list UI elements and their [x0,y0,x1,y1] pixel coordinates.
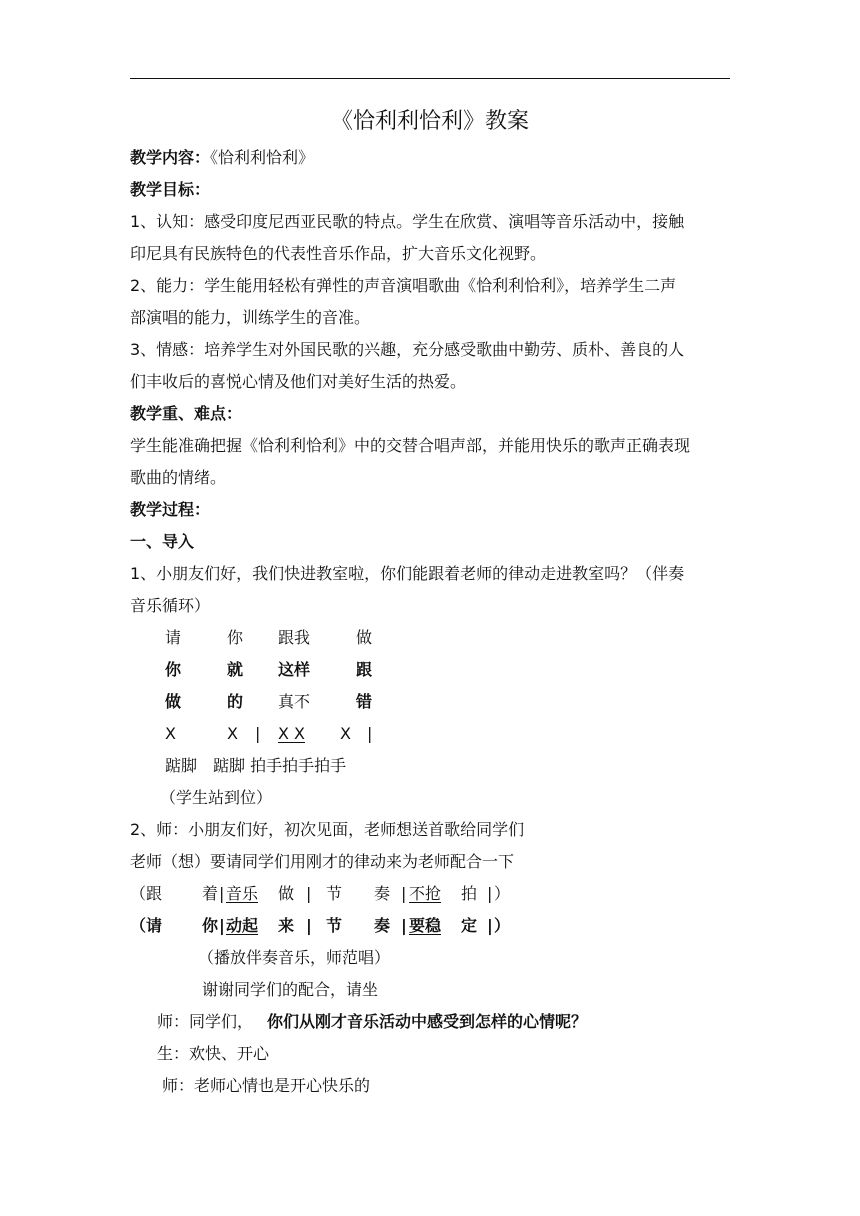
call-cell: 节 [326,884,343,903]
rhythm-actions: 踮脚 踮脚 拍手拍手拍手 [165,756,347,775]
call-cell: 奏 [374,884,391,903]
call-cell-underlined: 不抢 [409,884,442,903]
objectives-heading: 教学目标： [130,180,211,199]
rhythm-cell: 的 [227,692,244,711]
keypoints-line-2: 歌曲的情绪。 [130,468,227,487]
answer-cell: 奏 [374,916,391,935]
objective-emotion-line-1: 3、情感：培养学生对外国民歌的兴趣，充分感受歌曲中勤劳、质朴、善良的人 [130,340,685,359]
rhythm-cell: 做 [165,692,182,711]
process-heading: 教学过程： [130,500,211,519]
page-title: 《恰利利恰利》教案 [330,109,529,134]
rhythm-beat: X [165,724,176,743]
teacher-question-line [157,1011,587,1033]
objective-ability-line-2: 部演唱的能力，训练学生的音准。 [130,308,371,327]
step2-line-1: 2、师：小朋友们好，初次见面，老师想送首歌给同学们 [130,820,525,839]
answer-cell: ） [494,916,511,935]
teacher-question-label: 师：同学们， [157,1012,254,1031]
step1-line-1: 1、小朋友们好，我们快进教室啦，你们能跟着老师的律动走进教室吗？（伴奏 [130,564,685,583]
bar-line: | [367,724,373,743]
rhythm-cell: 你 [165,660,182,679]
call-cell: 做 [278,884,295,903]
answer-cell: （请 [130,916,163,935]
content-line [130,147,730,169]
rhythm-cell: 就 [227,660,244,679]
rhythm-cell: 错 [356,692,373,711]
rhythm-note: （学生站到位） [160,788,273,807]
stage-note: （播放伴奏音乐，师范唱） [198,948,391,967]
call-cell-underlined: 音乐 [226,884,259,903]
answer-cell-underlined: 要稳 [409,916,442,935]
answer-cell: 节 [326,916,343,935]
answer-cell: 你 [202,916,219,935]
content-value: 《恰利利恰利》 [210,148,315,167]
bar-line: | [219,916,225,935]
bar-line: | [306,916,312,935]
call-cell: 拍 [461,884,478,903]
thanks-line: 谢谢同学们的配合，请坐 [202,980,379,999]
rhythm-beat-underlined: X X [278,724,306,743]
rhythm-beat: X [340,724,351,743]
call-cell: ） [494,884,511,903]
bar-line: | [401,884,407,903]
bar-line: | [487,884,493,903]
rhythm-cell: 跟 [356,660,373,679]
content-label: 教学内容： [130,148,211,167]
call-cell: 着 [202,884,219,903]
objective-cognitive-line-2: 印尼具有民族特色的代表性音乐作品，扩大音乐文化视野。 [130,244,547,263]
teacher-question: 你们从刚才音乐活动中感受到怎样的心情呢？ [267,1012,588,1031]
rhythm-beat: X [227,724,238,743]
rhythm-cell: 真不 [278,692,311,711]
rhythm-cell: 跟我 [278,628,311,647]
answer-cell-underlined: 动起 [226,916,259,935]
call-cell: （跟 [130,884,163,903]
bar-line: | [401,916,407,935]
bar-line: | [255,724,261,743]
teacher-answer-line: 师：老师心情也是开心快乐的 [162,1076,371,1095]
header-rule [130,78,730,79]
rhythm-cell: 这样 [278,660,311,679]
objective-ability-line-1: 2、能力：学生能用轻松有弹性的声音演唱歌曲《恰利利恰利》，培养学生二声 [130,276,677,295]
answer-cell: 定 [461,916,478,935]
bar-line: | [487,916,493,935]
section-intro-heading: 一、导入 [130,532,195,551]
student-answer-line: 生：欢快、开心 [157,1044,270,1063]
rhythm-cell: 你 [227,628,244,647]
bar-line: | [306,884,312,903]
step1-line-2: 音乐循环） [130,596,211,615]
step2-line-2: 老师（想）要请同学们用刚才的律动来为老师配合一下 [130,852,515,871]
answer-cell: 来 [278,916,295,935]
rhythm-cell: 请 [165,628,182,647]
objective-emotion-line-2: 们丰收后的喜悦心情及他们对美好生活的热爱。 [130,372,467,391]
bar-line: | [219,884,225,903]
keypoints-line-1: 学生能准确把握《恰利利恰利》中的交替合唱声部，并能用快乐的歌声正确表现 [130,436,691,455]
keypoints-heading: 教学重、难点： [130,404,243,423]
rhythm-cell: 做 [356,628,373,647]
objective-cognitive-line-1: 1、认知：感受印度尼西亚民歌的特点。学生在欣赏、演唱等音乐活动中，接触 [130,212,685,231]
